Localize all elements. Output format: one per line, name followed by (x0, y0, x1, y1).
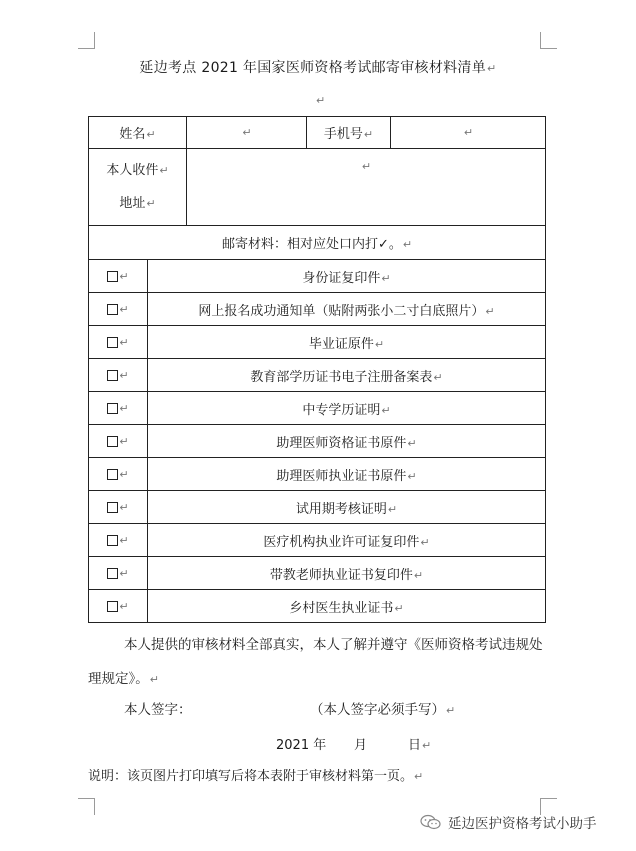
checklist-item-label: 乡村医生执业证书↵ (148, 590, 546, 623)
name-field[interactable]: ↵ (187, 117, 307, 149)
checkbox[interactable]: ↵ (89, 557, 148, 590)
application-form-table (88, 116, 546, 623)
checklist-row (89, 425, 546, 458)
address-row (89, 149, 546, 226)
mail-materials-header-row (89, 226, 546, 260)
checklist-item-label: 教育部学历证书电子注册备案表↵ (148, 359, 546, 392)
checkbox[interactable]: ↵ (89, 524, 148, 557)
checklist-item-label: 毕业证原件↵ (148, 326, 546, 359)
checkbox[interactable]: ↵ (89, 260, 148, 293)
checklist-row (89, 524, 546, 557)
checklist-row (89, 557, 546, 590)
date-month: 月 (354, 738, 368, 753)
date-year: 2021 年 (276, 738, 327, 753)
checklist-item-label: 带教老师执业证书复印件↵ (148, 557, 546, 590)
return-mark: ↵ (487, 62, 497, 75)
checkbox[interactable]: ↵ (89, 392, 148, 425)
checkbox[interactable]: ↵ (89, 359, 148, 392)
checklist-row (89, 293, 546, 326)
instruction-note: 说明：该页图片打印填写后将本表附于审核材料第一页。↵ (88, 769, 424, 784)
title-text: 延边考点 2021 年国家医师资格考试邮寄审核材料清单 (139, 60, 487, 76)
corner-mark-top-right (540, 32, 557, 49)
blank-line-mark: ↵ (316, 94, 326, 107)
checkbox[interactable]: ↵ (89, 293, 148, 326)
declaration-paragraph: 本人提供的审核材料全部真实，本人了解并遵守《医师资格考试违规处理规定》。↵ (88, 637, 543, 687)
wechat-icon (420, 814, 442, 830)
checklist-item-label: 医疗机构执业许可证复印件↵ (148, 524, 546, 557)
document-title (0, 57, 636, 77)
checklist-row (89, 458, 546, 491)
corner-mark-bottom-left (78, 798, 95, 815)
checklist-row (89, 260, 546, 293)
checklist-item-label: 身份证复印件↵ (148, 260, 546, 293)
checkbox[interactable]: ↵ (89, 326, 148, 359)
mail-materials-header: 邮寄材料：相对应处口内打✓。↵ (89, 226, 546, 260)
signature-note: （本人签字必须手写）↵ (310, 702, 456, 718)
address-field[interactable]: ↵ (187, 149, 546, 226)
watermark-text: 延边医护资格考试小助手 (448, 816, 597, 832)
checklist-row (89, 392, 546, 425)
date-day: 日↵ (408, 738, 432, 753)
address-label: 本人收件↵ 地址↵ (89, 149, 187, 226)
name-label: 姓名↵ (89, 117, 187, 149)
checklist-row (89, 326, 546, 359)
phone-label: 手机号↵ (307, 117, 391, 149)
checklist-item-label: 助理医师资格证书原件↵ (148, 425, 546, 458)
name-phone-row (89, 117, 546, 149)
checklist-row (89, 359, 546, 392)
corner-mark-top-left (78, 32, 95, 49)
checklist-item-label: 网上报名成功通知单（贴附两张小二寸白底照片）↵ (148, 293, 546, 326)
checkbox[interactable]: ↵ (89, 458, 148, 491)
checklist-item-label: 中专学历证明↵ (148, 392, 546, 425)
checklist-item-label: 助理医师执业证书原件↵ (148, 458, 546, 491)
signature-label: 本人签字： (124, 702, 192, 718)
checkbox[interactable]: ↵ (89, 590, 148, 623)
phone-field[interactable]: ↵ (391, 117, 546, 149)
checkbox[interactable]: ↵ (89, 425, 148, 458)
watermark (420, 812, 597, 832)
checklist-row (89, 491, 546, 524)
checklist-row (89, 590, 546, 623)
checkbox[interactable]: ↵ (89, 491, 148, 524)
checklist-item-label: 试用期考核证明↵ (148, 491, 546, 524)
